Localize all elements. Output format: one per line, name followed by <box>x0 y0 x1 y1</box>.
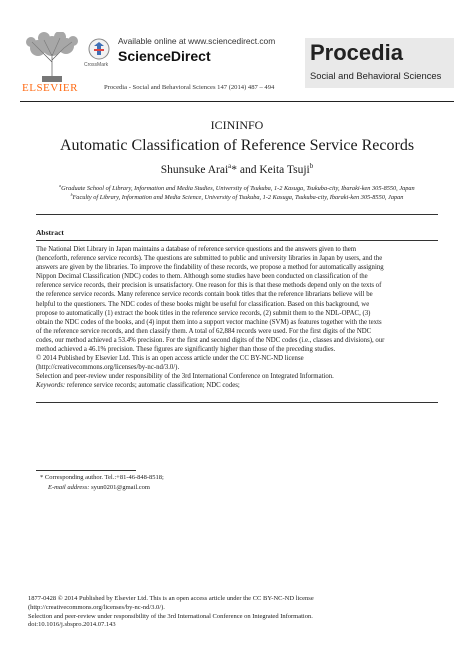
bottom-peer-review: Selection and peer-review under responsibility of the 3rd International Conference on Integrated Information. <box>28 612 313 620</box>
corresponding-star: * <box>231 163 237 176</box>
keywords-text: reference service records; automatic classification; NDC codes; <box>65 382 240 390</box>
abstract-line: of the reference service records, and then classify them. A total of 62,884 records were used. For the first digits of the NDC <box>36 327 372 335</box>
abstract-copyright: © 2014 Published by Elsevier Ltd. This is an open access article under the CC BY-NC-ND license <box>36 355 304 363</box>
crossmark-icon[interactable] <box>88 38 110 60</box>
conference-name: ICININFO <box>210 118 264 132</box>
available-online-text: Available online at www.sciencedirect.com <box>118 36 276 46</box>
abstract-body <box>36 245 438 391</box>
license-link[interactable]: (http://creativecommons.org/licenses/by-nc-nd/3.0/). <box>36 364 180 372</box>
author-line <box>0 163 474 176</box>
abstract-line: Nippon Decimal Classification (NDC) codes to them. Although some studies have been conducted on classification of the <box>36 273 368 281</box>
sciencedirect-brand[interactable]: ScienceDirect <box>118 48 211 64</box>
abstract-line: propose to automatically (1) extract the book titles in the reference service records, (2) submit them to the NDL-OPAC, (3) <box>36 309 371 317</box>
author-conjunction: and <box>236 163 260 176</box>
copyright-block <box>28 595 458 630</box>
paper-title: Automatic Classification of Reference Service Records <box>59 137 415 154</box>
affiliation-b-mark: b <box>70 193 73 197</box>
abstract-line: the reference service records. Many reference service records contain book titles that the reference librarians believe will be <box>36 291 373 299</box>
abstract-line: The National Diet Library in Japan maintains a database of reference service questions and the answers given to them <box>36 246 357 253</box>
doi-link[interactable]: doi:10.1016/j.sbspro.2014.07.143 <box>28 621 116 629</box>
keywords-label: Keywords: <box>36 382 66 390</box>
peer-review-statement: Selection and peer-review under responsibility of the 3rd International Conference on Integrated Information. <box>36 373 334 381</box>
email-label: E-mail address: <box>48 484 90 491</box>
journal-citation: Procedia - Social and Behavioral Sciences 147 (2014) 487 – 494 <box>104 84 275 91</box>
affiliation-a-text: Graduate School of Library, Information and Media Studies, University of Tsukuba, 1-2 Kasuga, Tsukuba-city, Ibaraki-ken 305-8550, Japan <box>61 185 415 193</box>
email-line <box>48 484 150 491</box>
abstract-line: codes, our method achieved a 53.4% precision. For the first and second digits of the NDC codes (i.e., classes and divisions), our <box>36 336 385 344</box>
procedia-title: Procedia <box>310 40 403 65</box>
author-1: Shunsuke Arai <box>160 163 229 176</box>
author-2: Keita Tsuji <box>259 163 310 176</box>
abstract-heading-rule <box>36 240 438 241</box>
header-divider <box>20 101 454 102</box>
abstract-line: answers are given by the libraries. To improve the findability of these records, we propose a method for automatically assigning <box>36 264 384 272</box>
issn-copyright-line: 1877-0428 © 2014 Published by Elsevier Ltd. This is an open access article under the CC BY-NC-ND license <box>28 595 314 602</box>
author-1-affiliation: a <box>228 163 232 170</box>
bottom-license-link[interactable]: (http://creativecommons.org/licenses/by-nc-nd/3.0/). <box>28 603 165 611</box>
keywords-line <box>36 381 438 390</box>
affiliation-a-mark: a <box>59 184 62 188</box>
abstract-line: method achieved a 46.1% precision. These figures are significantly higher than those of the preceding studies. <box>36 346 336 354</box>
elsevier-wordmark: ELSEVIER <box>22 82 78 94</box>
affiliation-b <box>0 193 474 201</box>
author-2-affiliation: b <box>309 163 314 170</box>
abstract-top-rule <box>36 214 438 215</box>
corresponding-author: * Corresponding author. Tel.:+81-46-848-8518; <box>40 474 164 481</box>
footnote-rule <box>36 470 136 471</box>
abstract-line: obtain the NDC codes of the books, and (4) input them into a support vector machine (SVM) as features together with the texts <box>36 318 382 326</box>
email-address[interactable]: syun0201@gmail.com <box>89 484 150 491</box>
abstract-bottom-rule <box>36 402 438 403</box>
affiliation-b-text: Faculty of Library, Information and Media Science, University of Tsukuba, 1-2 Kasuga, Tsukuba-city, Ibaraki-ken 305-8550, Japan <box>72 194 404 202</box>
abstract-line: helpful to the questioners. The NDC codes of these books might be useful for classification. Based on this background, we <box>36 300 370 308</box>
crossmark-label: CrossMark <box>84 62 109 68</box>
affiliation-a <box>0 184 474 192</box>
abstract-heading: Abstract <box>36 228 64 237</box>
procedia-subtitle: Social and Behavioral Sciences <box>310 70 442 81</box>
abstract-line: (henceforth, reference service records). The questions are submitted to public and university libraries in Japan by users, and the <box>36 255 383 263</box>
abstract-line: reference service records, their precision is unsatisfactory. One reason for this is that these methods depend only on the texts of <box>36 282 382 290</box>
